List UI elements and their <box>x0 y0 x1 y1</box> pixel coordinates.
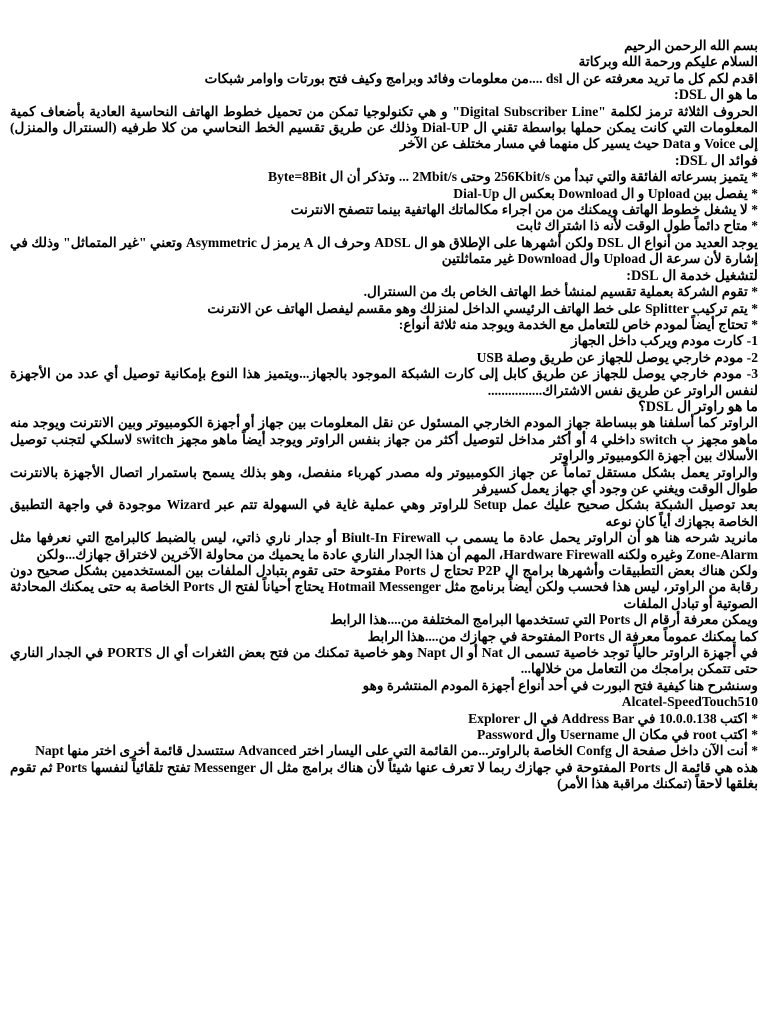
modem-type-item: 2- مودم خارجي يوصل للجهاز عن طريق وصلة USB <box>476 349 758 365</box>
definition-paragraph: الحروف الثلاثة ترمز لكلمة "Digital Subscriber Line" و هي تكنولوجيا تمكن من تحميل خطوط الهاتف النحاسية العادية بأضعاف كمية المعلومات التي كانت يمكن حملها بواسطة تقني ال Dial-UP وذلك عن طريق تقسيم الخط النحاسي من كلا طرفيه (السنترال والمنزل) إلى Voice و Data حيث يسير كل منهما في مسار مختلف عن الآخر <box>10 103 759 152</box>
benefit-item: * متاح دائماً طول الوقت لأنه ذا اشتراك ثابت <box>516 218 758 234</box>
activation-item: * تحتاج أيضاً لمودم خاص للتعامل مع الخدمة ويوجد منه ثلاثة أنواع: <box>398 316 758 332</box>
adsl-paragraph: يوجد العديد من أنواع ال DSL ولكن أشهرها على الإطلاق هو ال ADSL وحرف ال A يرمز ل Asymmetric وتعني "غير المتماثل" وذلك في إشارة لأن سرعة ال Upload وال Download غير متماثلتين <box>10 234 759 267</box>
step-item: * اكتب 10.0.0.138 في Address Bar في ال Explorer <box>468 710 758 726</box>
activation-item: * يتم تركيب Splitter على خط الهاتف الرئيسي الداخل لمنزلك وهو مقسم ليفصل الهاتف عن الانترنت <box>207 300 758 316</box>
greeting: السلام عليكم ورحمة الله وبركاتة <box>578 54 758 70</box>
ports-paragraph: ولكن هناك بعض التطبيقات وأشهرها برامج ال P2P تحتاج ل Ports مفتوحة حتى تقوم بتبادل الملفات بين المستخدمين بشكل صحيح دون رقابة من الراوتر، ليس هذا فحسب ولكن أيضاً برنامج مثل Hotmail Messenger يحتاج أحياناً لفتح ال Ports الخاصة به حتى يمكنك المحادثة الصوتية أو تبادل الملفات <box>10 563 759 611</box>
heading-benefits: فوائد ال DSL: <box>674 152 758 169</box>
intro-paragraph: اقدم لكم كل ما تريد معرفته عن ال dsl ....من معلومات وفائد وبرامج وكيف فتح بورتات واوامر شبكات <box>204 70 758 86</box>
router-paragraph: والراوتر يعمل بشكل مستقل تماماً عن جهاز الكومبيوتر وله مصدر كهرباء منفصل، وهو بذلك يسمح باستمرار اتصال الأجهزة بالانترنت طوال الوقت ويغني عن وجود أي جهاز يعمل كسيرفر <box>10 464 758 496</box>
benefit-item: * لا يشغل خطوط الهاتف ويمكنك من من اجراء مكالماتك الهاتفية بينما تتصفح الانترنت <box>290 202 758 218</box>
basmala: بسم الله الرحمن الرحيم <box>624 38 758 53</box>
router-paragraph: الراوتر كما أسلفنا هو ببساطة جهاز المودم الخارجي المسئول عن نقل المعلومات بين جهاز أو أجهزة الكومبيوتر وبين الانترنت ويوجد منه ماهو مجهز ب switch داخلي 4 أو أكثر مداخل لتوصيل أكثر من جهاز بنفس الراوتر ويوجد أيضاً ماهو مجهز switch لاسلكي لتجنب توصيل الأسلاك بين أجهزة الكومبيوتر والراوتر <box>10 415 758 464</box>
step-item: * اكتب root في مكان ال Username وال Password <box>476 727 758 743</box>
modem-type-item: 3- مودم خارجي يوصل للجهاز عن طريق كابل إلى كارت الشبكة الموجود بالجهاز...ويتميز هذا النوع بإمكانية توصيل أي عدد من الأجهزة لنفس الراوتر عن طريق نفس الاشتراك................ <box>10 366 758 398</box>
heading-what-is-dsl: ما هو ال DSL: <box>674 87 758 104</box>
setup-paragraph: بعد توصيل الشبكة بشكل صحيح عليك عمل Setup للراوتر وهي عملية غاية في السهولة تتم عبر Wizard موجودة في واجهة التطبيق الخاصة بجهازك أياً كان نوعه <box>10 497 759 529</box>
heading-router: ما هو راوتر ال DSL؟ <box>638 398 758 415</box>
activation-item: * تقوم الشركة بعملية تقسيم لمنشأ خط الهاتف الخاص بك من السنترال. <box>363 284 758 300</box>
ports-list-paragraph: هذه هي قائمة ال Ports المفتوحة في جهازك ربما لا تعرف عنها شيئاً لأن هناك برامج مثل ال Messenger تفتح تلقائياً لنفسها Ports ثم تقوم بغلقها لاحقاً (تمكنك مراقبة هذا الأمر) <box>10 759 758 792</box>
benefit-item: * يتميز بسرعاته الفائقة والتي تبدأ من 256Kbit/s وحتى 2Mbit/s ... وتذكر أن ال Byte=8Bit <box>268 169 758 185</box>
firewall-paragraph: مانريد شرحه هنا هو أن الراوتر يحمل عادة ما يسمى ب Biult-In Firewall أو جدار ناري ذاتي، ليس بالضبط كالبرامج التي نعرفها مثل Zone-Alarm وغيره ولكنه Hardware Firewall، المهم أن هذا الجدار الناري عادة ما يحميك من محاولة الآخرين لاختراق جهازك...ولكن <box>10 530 758 562</box>
modem-type-item: 1- كارت مودم ويركب داخل الجهاز <box>571 333 758 349</box>
heading-activation: لتشغيل خدمة ال DSL: <box>626 267 758 284</box>
nat-paragraph: في أجهزة الراوتر حالياً توجد خاصية تسمى ال Nat أو ال Napt وهو خاصية تمكنك من فتح بعض الثغرات أي ال PORTS في الجدار الناري حتى تتمكن برامجك من التعامل من خلالها... <box>10 645 758 677</box>
explain-line: وسنشرح هنا كيفية فتح البورت في أحد أنواع أجهزة المودم المنتشرة وهو <box>362 677 758 693</box>
benefit-item: * يفصل بين Upload و ال Download بعكس ال Dial-Up <box>453 185 758 201</box>
ports-link-line: كما يمكنك عموماً معرفة ال Ports المفتوحة في جهازك من....هذا الرابط <box>367 628 758 644</box>
step-item: * أنت الآن داخل صفحة ال Confg الخاصة بالراوتر...من القائمة التي على اليسار اختر Advanced ستتسدل قائمة أخرى اختر منها Napt <box>35 743 758 759</box>
ports-link-line: ويمكن معرفة أرقام ال Ports التي تستخدمها البرامج المختلفة من....هذا الرابط <box>329 612 758 628</box>
modem-model-line: Alcatel-SpeedTouch510 <box>621 694 758 710</box>
